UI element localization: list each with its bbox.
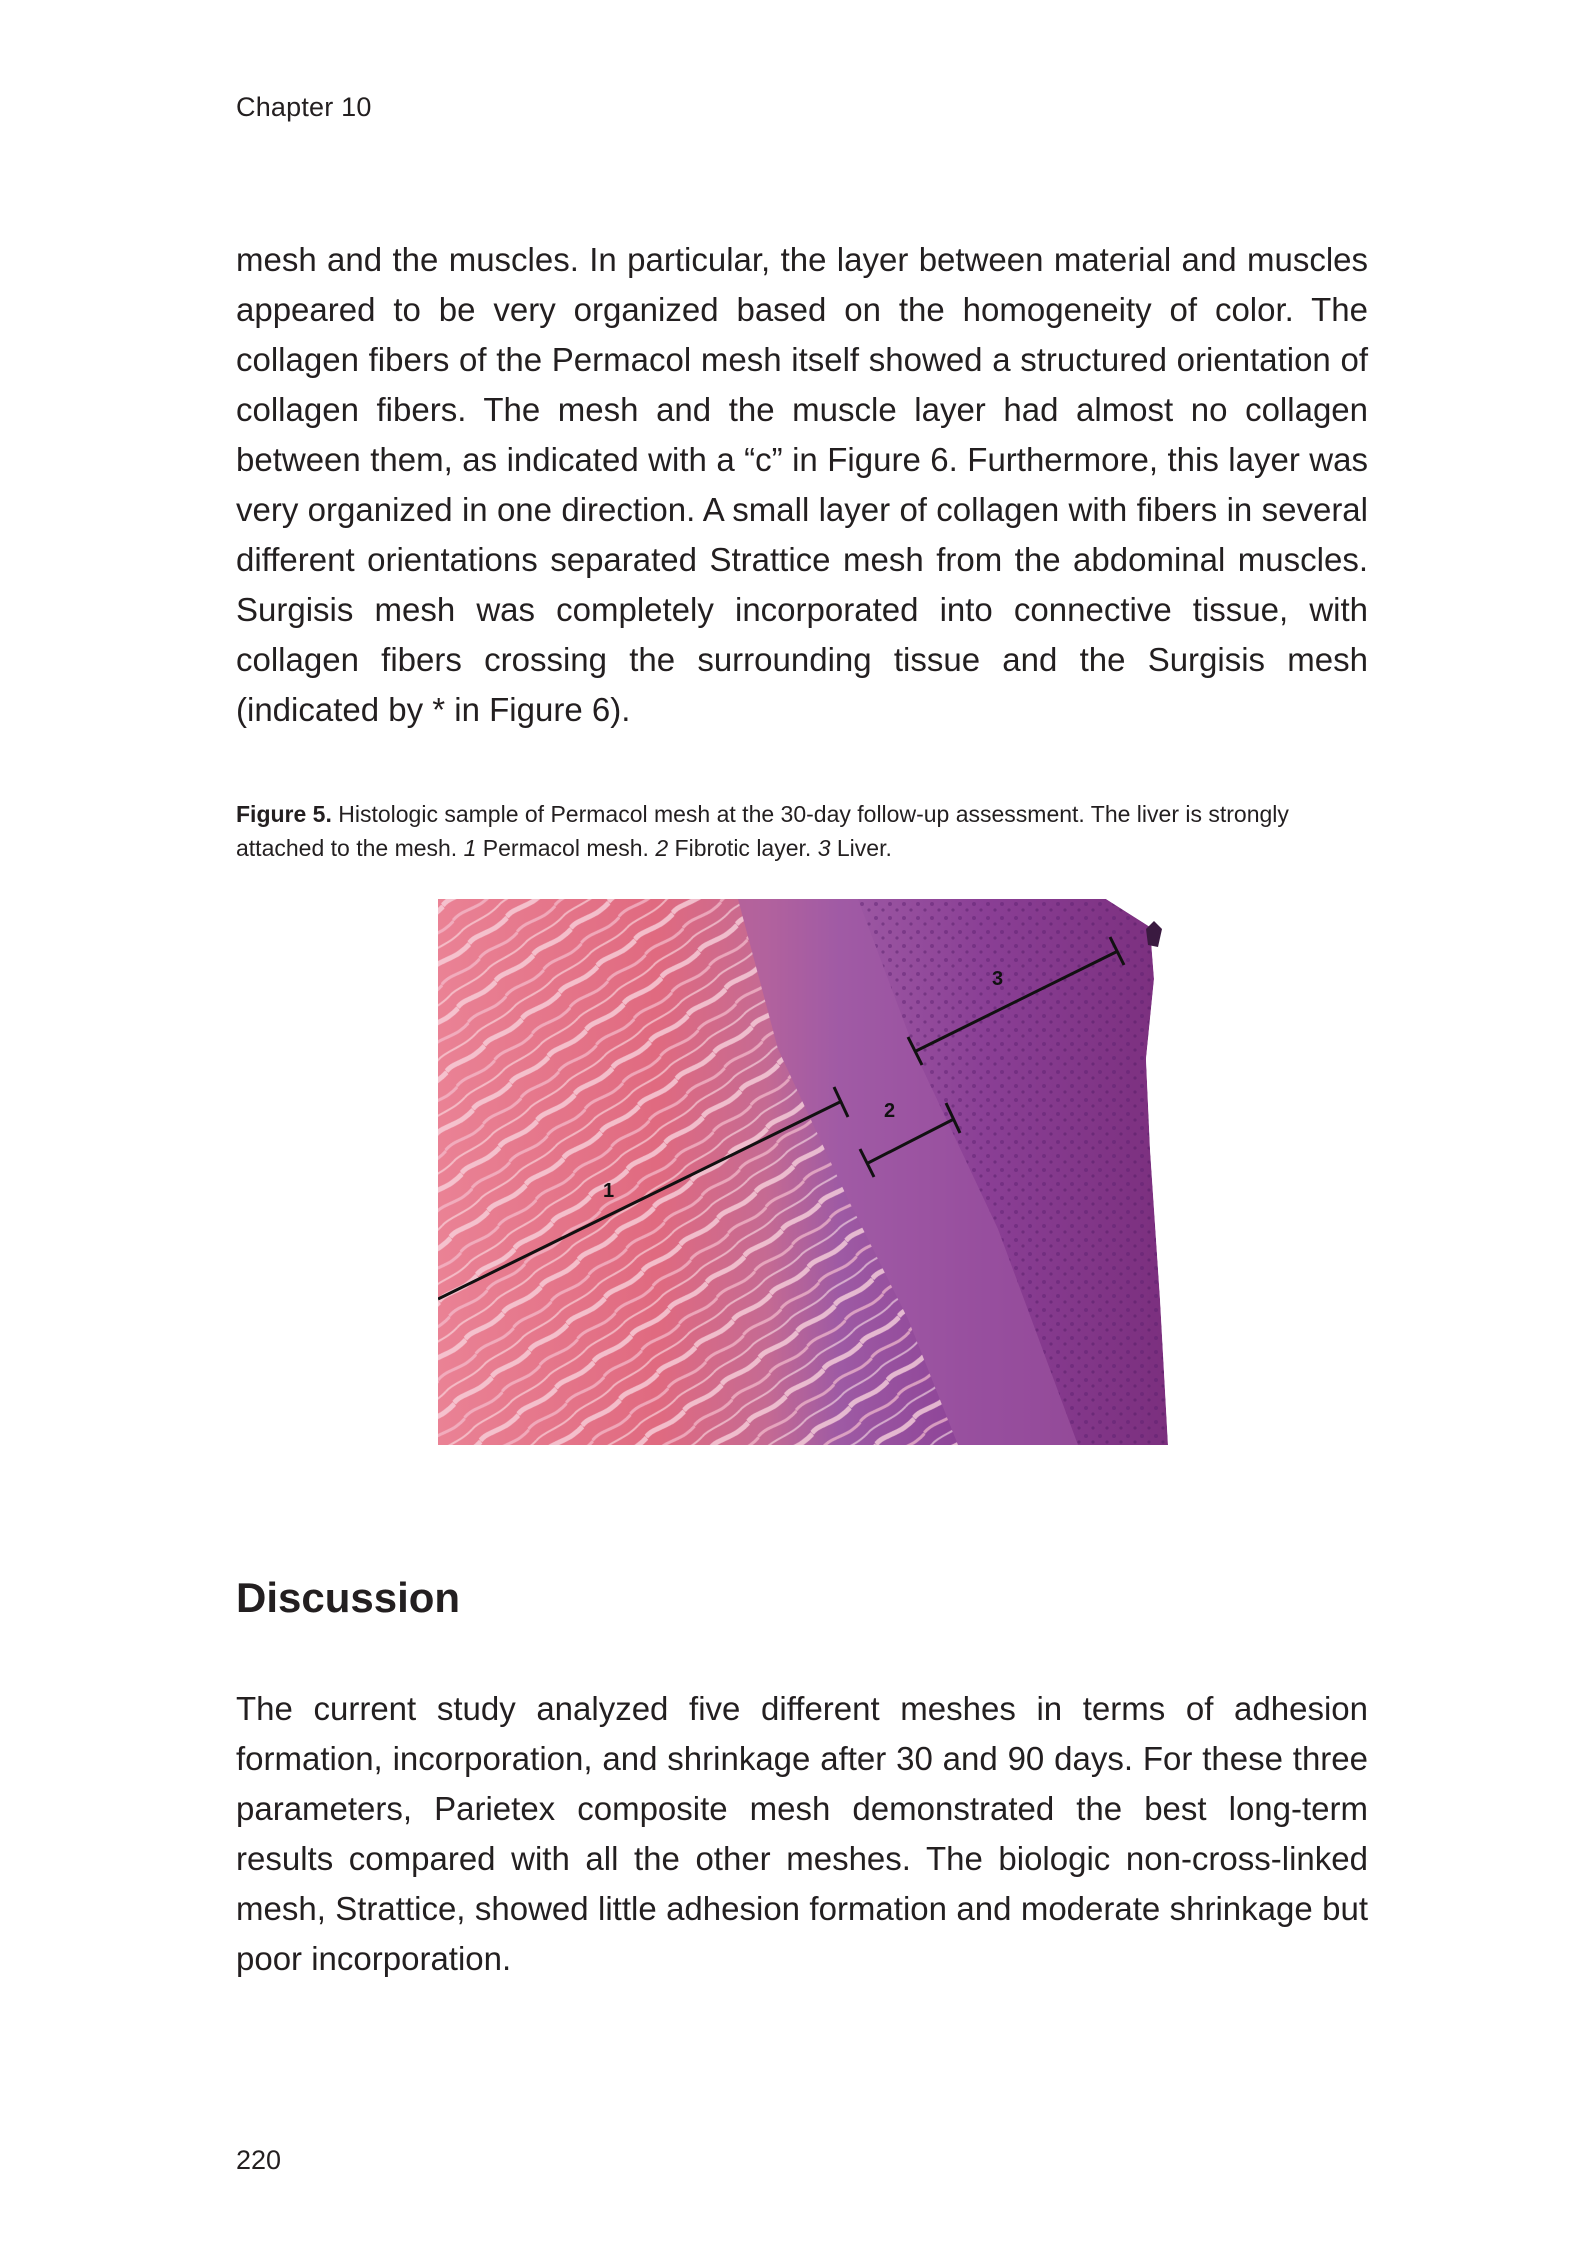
- marker-3: 3: [992, 968, 1004, 990]
- discussion-paragraph: The current study analyzed five different meshes in terms of adhesion formation, incorporation, and shrinkage after 30 and 90 days. For these three parameters, Parietex composite mesh demonstrated the best long-term results compared with all the other meshes. The biologic non-cross-linked mesh, Strattice, showed little adhesion formation and moderate shrinkage but poor incorporation.: [236, 1690, 1368, 1977]
- running-header: Chapter 10: [236, 92, 372, 122]
- histology-image: [438, 899, 1168, 1445]
- figure-caption: [236, 797, 1368, 865]
- figure-caption-label: Figure 5.: [236, 801, 332, 827]
- results-paragraph: mesh and the muscles. In particular, the layer between material and muscles appeared to be very organized based on the homogeneity of color. The collagen fibers of the Permacol mesh itself showed a structured orientation of collagen fibers. The mesh and the muscle layer had almost no collagen between them, as indicated with a “c” in Figure 6. Furthermore, this layer was very organized in one direction. A small layer of collagen with fibers in several different orientations separated Strattice mesh from the abdominal muscles. Surgisis mesh was completely incorporated into connective tissue, with collagen fibers crossing the surrounding tissue and the Surgisis mesh (indicated by * in Figure 6).: [236, 241, 1368, 728]
- legend-text-2: Fibrotic layer.: [668, 835, 818, 861]
- histology-figure: [438, 899, 1168, 1445]
- legend-num-2: 2: [655, 835, 669, 861]
- figure-caption-text: Histologic sample of Permacol mesh at the 30-day follow-up assessment. The liver is strongly attached to the mesh.: [236, 801, 1289, 861]
- page-number: 220: [236, 2145, 282, 2175]
- legend-text-1: Permacol mesh.: [476, 835, 656, 861]
- legend-text-3: Liver.: [830, 835, 892, 861]
- legend-num-1: 1: [463, 835, 477, 861]
- discussion-heading: Discussion: [236, 1574, 461, 1621]
- legend-num-3: 3: [817, 835, 831, 861]
- marker-1: 1: [603, 1180, 615, 1202]
- marker-2: 2: [884, 1100, 896, 1122]
